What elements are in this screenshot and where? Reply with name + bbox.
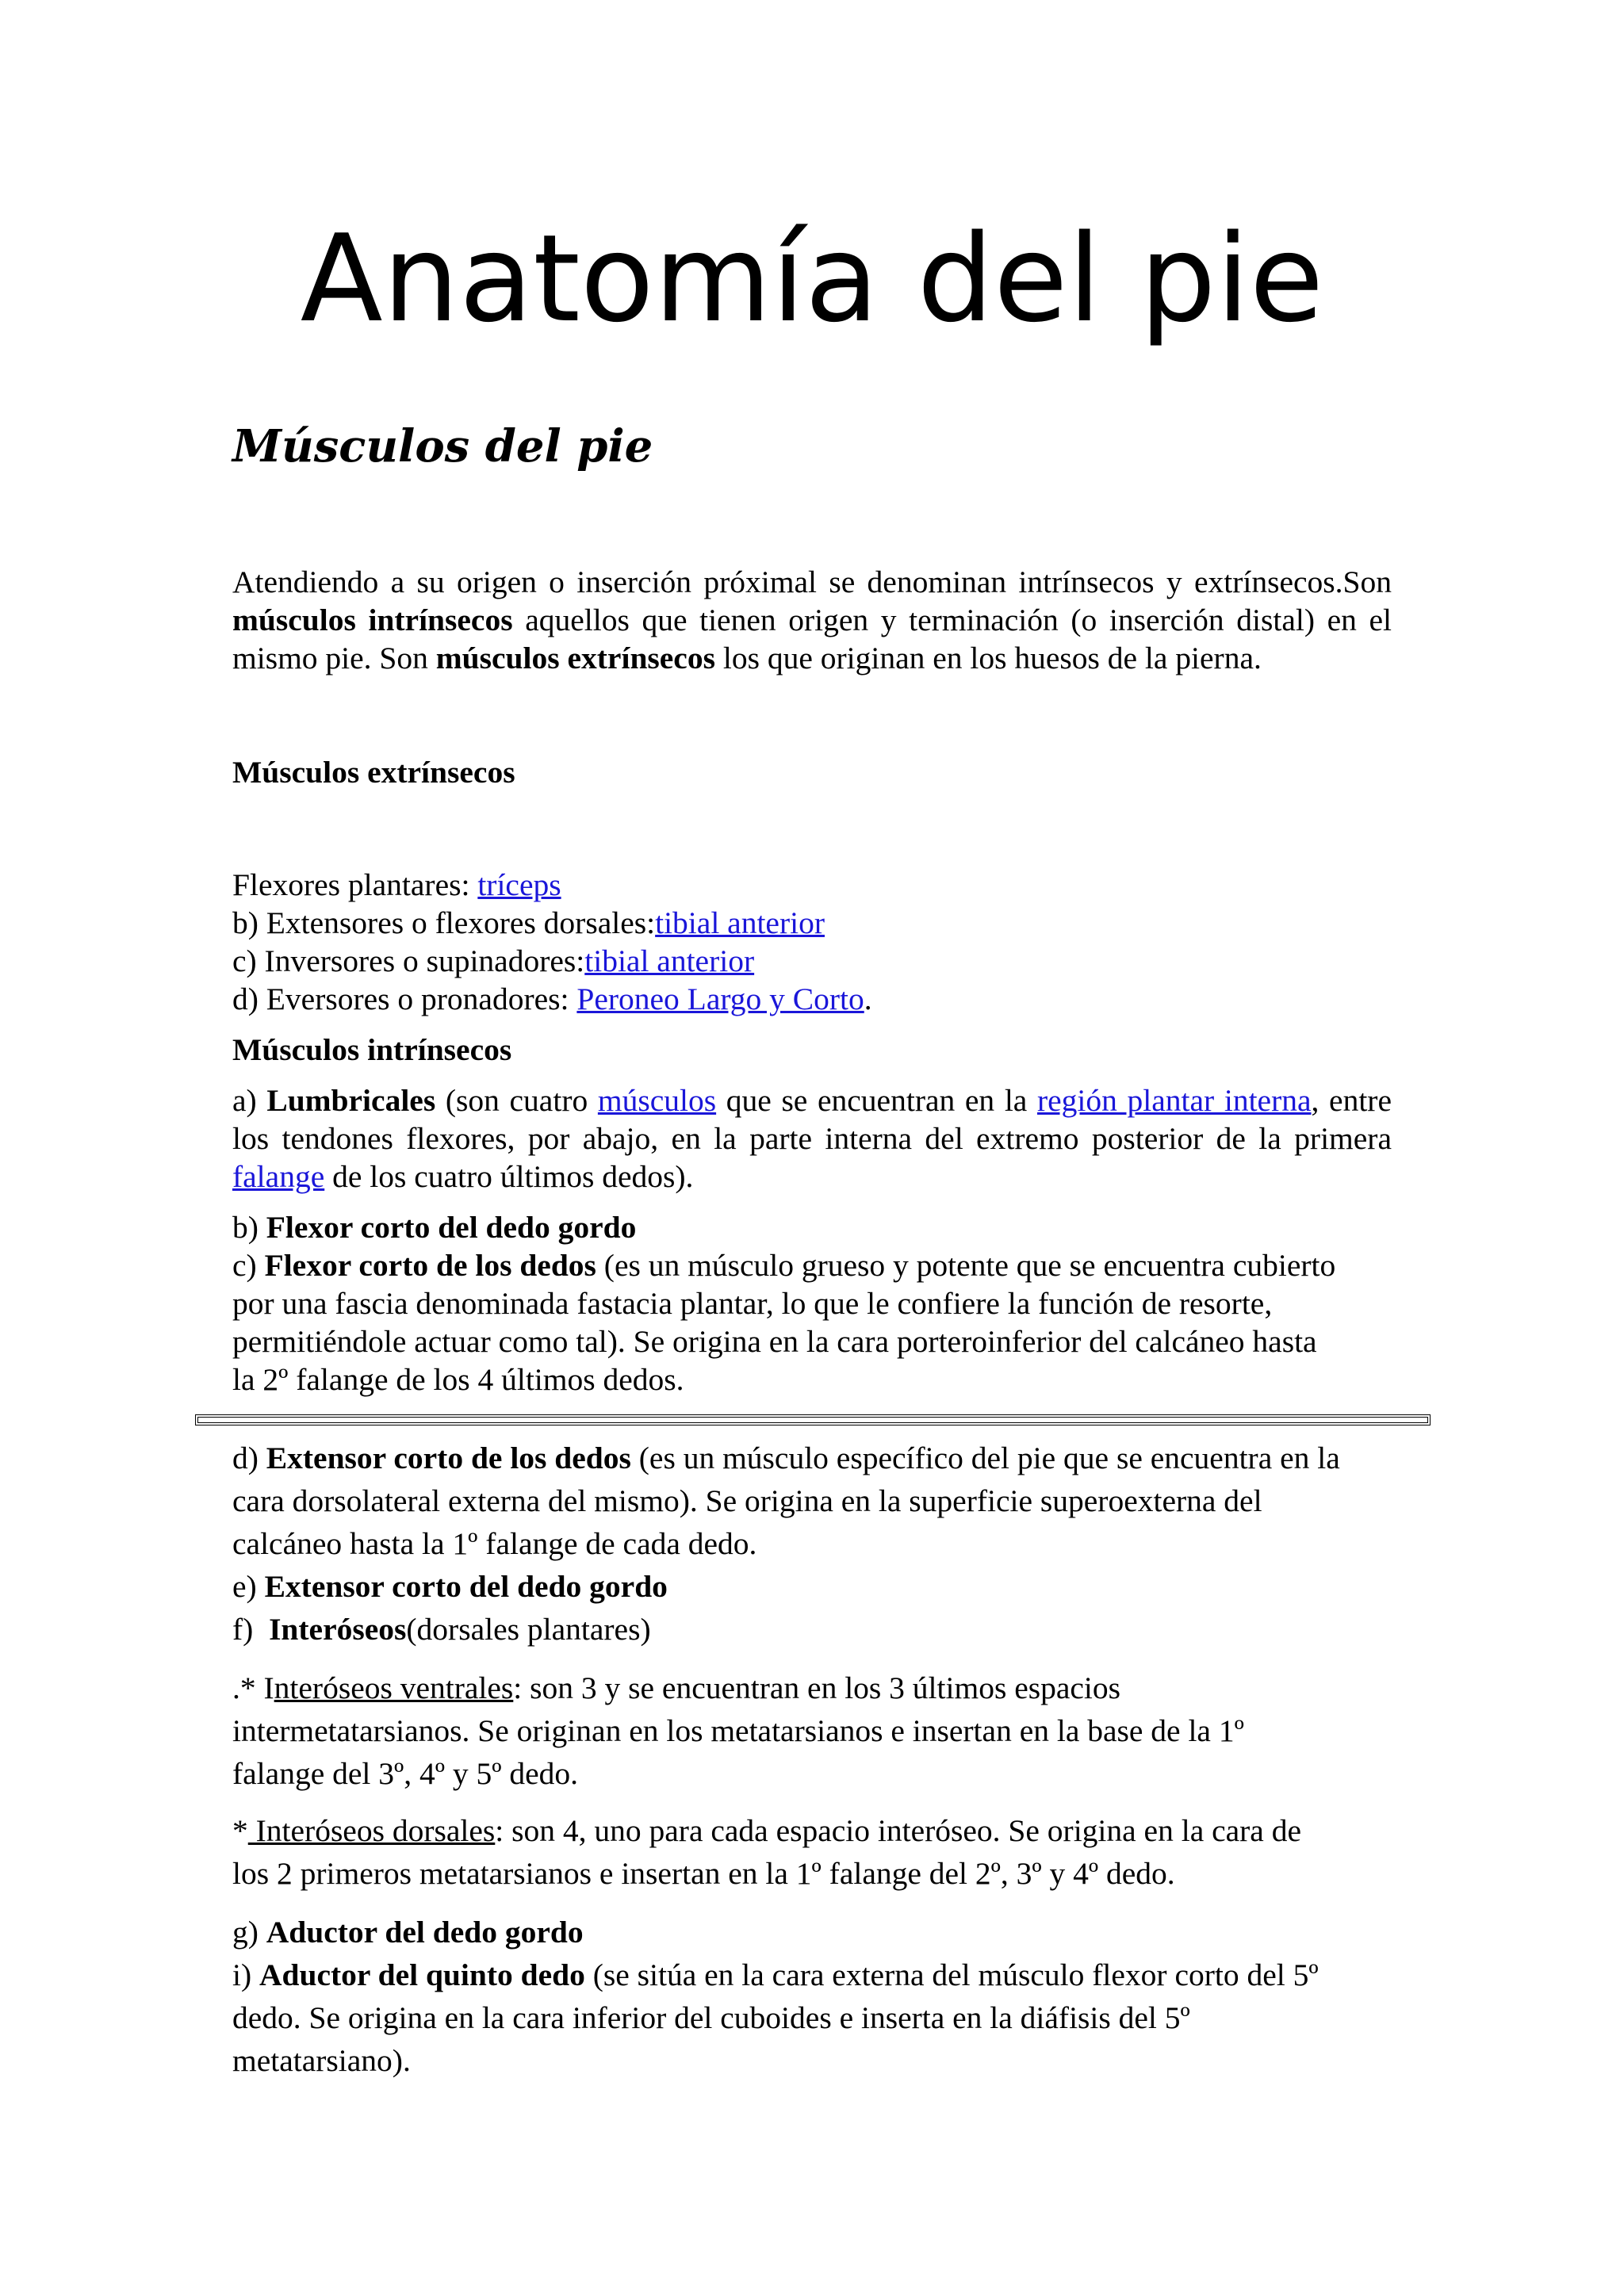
- item-i-line-3: metatarsiano).: [232, 2043, 411, 2078]
- item-c-line-2: por una fascia denominada fastacia plantar, lo que le confiere la función de resorte,: [232, 1286, 1273, 1321]
- item-a-text-4: , entre los tendones flexores, por abajo, en la parte interna del extremo posterior de la primera: [232, 1083, 1392, 1156]
- item-g-bold: Aductor del dedo gordo: [266, 1915, 584, 1950]
- intrinsic-item-a: [232, 1081, 1392, 1196]
- extrinsic-item-1-text: Flexores plantares:: [232, 867, 478, 902]
- ventral-prefix: .* I: [232, 1670, 274, 1705]
- extrinsic-item-4-text: d) Eversores o pronadores:: [232, 982, 577, 1016]
- section-divider: [195, 1414, 1431, 1425]
- intro-bold-intrinsic: músculos intrínsecos: [232, 603, 513, 637]
- link-peroneo[interactable]: Peroneo Largo y Corto: [576, 982, 864, 1016]
- item-e-bold: Extensor corto del dedo gordo: [264, 1569, 668, 1604]
- item-i-prefix: i): [232, 1957, 260, 1992]
- item-i-line-1: (se sitúa en la cara externa del músculo flexor corto del 5º: [584, 1957, 1319, 1992]
- item-d-bold: Extensor corto de los dedos: [266, 1441, 631, 1475]
- item-b-bold: Flexor corto del dedo gordo: [266, 1210, 637, 1245]
- extrinsic-item-2: [232, 904, 1392, 942]
- item-d-line-2: cara dorsolateral externa del mismo). Se origina en la superficie superoexterna del: [232, 1483, 1262, 1518]
- intro-text-2: aquellos que tienen origen y terminación (o inserción distal) en el mismo pie. Son: [232, 603, 1392, 675]
- intrinsic-item-c: [232, 1246, 1392, 1399]
- item-b-prefix: b): [232, 1210, 266, 1245]
- item-c-bold: Flexor corto de los dedos: [264, 1248, 596, 1283]
- item-c-line-3: permitiéndole actuar como tal). Se origina en la cara porteroinferior del calcáneo hasta: [232, 1324, 1317, 1359]
- dorsal-term: Interóseos dorsales: [247, 1813, 496, 1848]
- link-tibial-anterior-1[interactable]: tibial anterior: [655, 905, 825, 940]
- item-f-bold: Interóseos: [269, 1612, 407, 1647]
- intro-text-3: los que originan en los huesos de la pierna.: [714, 641, 1262, 675]
- ventral-term: nteróseos ventrales: [274, 1670, 514, 1705]
- item-c-line-1: (es un músculo grueso y potente que se encuentra cubierto: [596, 1248, 1336, 1283]
- intro-text-1: Atendiendo a su origen o inserción próximal se denominan intrínsecos y extrínsecos.Son: [232, 564, 1392, 599]
- intrinsic-item-g: [232, 1911, 1392, 1954]
- item-d-prefix: d): [232, 1441, 266, 1475]
- item-i-line-2: dedo. Se origina en la cara inferior del cuboides e inserta en la diáfisis del 5º: [232, 2000, 1190, 2035]
- item-d-line-1: (es un músculo específico del pie que se encuentra en la: [630, 1441, 1340, 1475]
- extrinsic-item-3-text: c) Inversores o supinadores:: [232, 943, 585, 978]
- item-i-bold: Aductor del quinto dedo: [259, 1957, 585, 1992]
- link-musculos[interactable]: músculos: [597, 1083, 717, 1118]
- intrinsic-heading: [232, 1031, 1392, 1069]
- extrinsic-item-4: [232, 980, 1392, 1018]
- intrinsic-item-e: [232, 1565, 1392, 1608]
- item-c-prefix: c): [232, 1248, 265, 1283]
- link-region-plantar-interna[interactable]: región plantar interna: [1036, 1083, 1312, 1118]
- intrinsic-heading-text: Músculos intrínsecos: [232, 1032, 512, 1067]
- dorsal-prefix: *: [232, 1813, 248, 1848]
- ventral-line-1: : son 3 y se encuentran en los 3 últimos espacios: [513, 1670, 1121, 1705]
- intrinsic-item-f: [232, 1608, 1392, 1651]
- ventral-line-2: intermetatarsianos. Se originan en los metatarsianos e insertan en la base de la 1º: [232, 1713, 1244, 1748]
- ventral-line-3: falange del 3º, 4º y 5º dedo.: [232, 1756, 579, 1791]
- item-e-prefix: e): [232, 1569, 265, 1604]
- dorsal-line-1: : son 4, uno para cada espacio interóseo. Se origina en la cara de: [495, 1813, 1302, 1848]
- dorsal-line-2: los 2 primeros metatarsianos e insertan en la 1º falange del 2º, 3º y 4º dedo.: [232, 1856, 1175, 1891]
- item-a-text-5: de los cuatro últimos dedos).: [324, 1159, 694, 1194]
- ventral-interosseous-paragraph: [232, 1667, 1392, 1795]
- link-triceps[interactable]: tríceps: [477, 867, 561, 902]
- extrinsic-heading: [232, 753, 1392, 791]
- intrinsic-item-i: [232, 1954, 1392, 2082]
- link-tibial-anterior-2[interactable]: tibial anterior: [584, 943, 755, 978]
- item-g-prefix: g): [232, 1915, 266, 1950]
- item-a-text-3: que se encuentran en la: [716, 1083, 1037, 1118]
- dorsal-interosseous-paragraph: [232, 1809, 1392, 1895]
- intrinsic-item-d: [232, 1437, 1392, 1565]
- item-c-line-4: la 2º falange de los 4 últimos dedos.: [232, 1362, 684, 1397]
- extrinsic-item-4-after: .: [864, 982, 872, 1016]
- item-a-prefix: a): [232, 1083, 267, 1118]
- item-f-prefix: f): [232, 1612, 270, 1647]
- item-a-text-2: (son cuatro: [435, 1083, 598, 1118]
- extrinsic-item-2-text: b) Extensores o flexores dorsales:: [232, 905, 656, 940]
- extrinsic-item-1: [232, 866, 1392, 904]
- item-d-line-3: calcáneo hasta la 1º falange de cada dedo.: [232, 1526, 757, 1561]
- section-title: Músculos del pie: [232, 420, 653, 473]
- item-f-text: (dorsales plantares): [406, 1612, 651, 1647]
- item-a-bold: Lumbricales: [266, 1083, 436, 1118]
- intro-bold-extrinsic: músculos extrínsecos: [435, 641, 715, 675]
- page-title: Anatomía del pie: [300, 209, 1324, 349]
- extrinsic-item-3: [232, 942, 1392, 980]
- intro-paragraph: [232, 563, 1392, 677]
- intrinsic-item-b: [232, 1208, 1392, 1246]
- link-falange[interactable]: falange: [232, 1159, 325, 1194]
- extrinsic-heading-text: Músculos extrínsecos: [232, 755, 515, 790]
